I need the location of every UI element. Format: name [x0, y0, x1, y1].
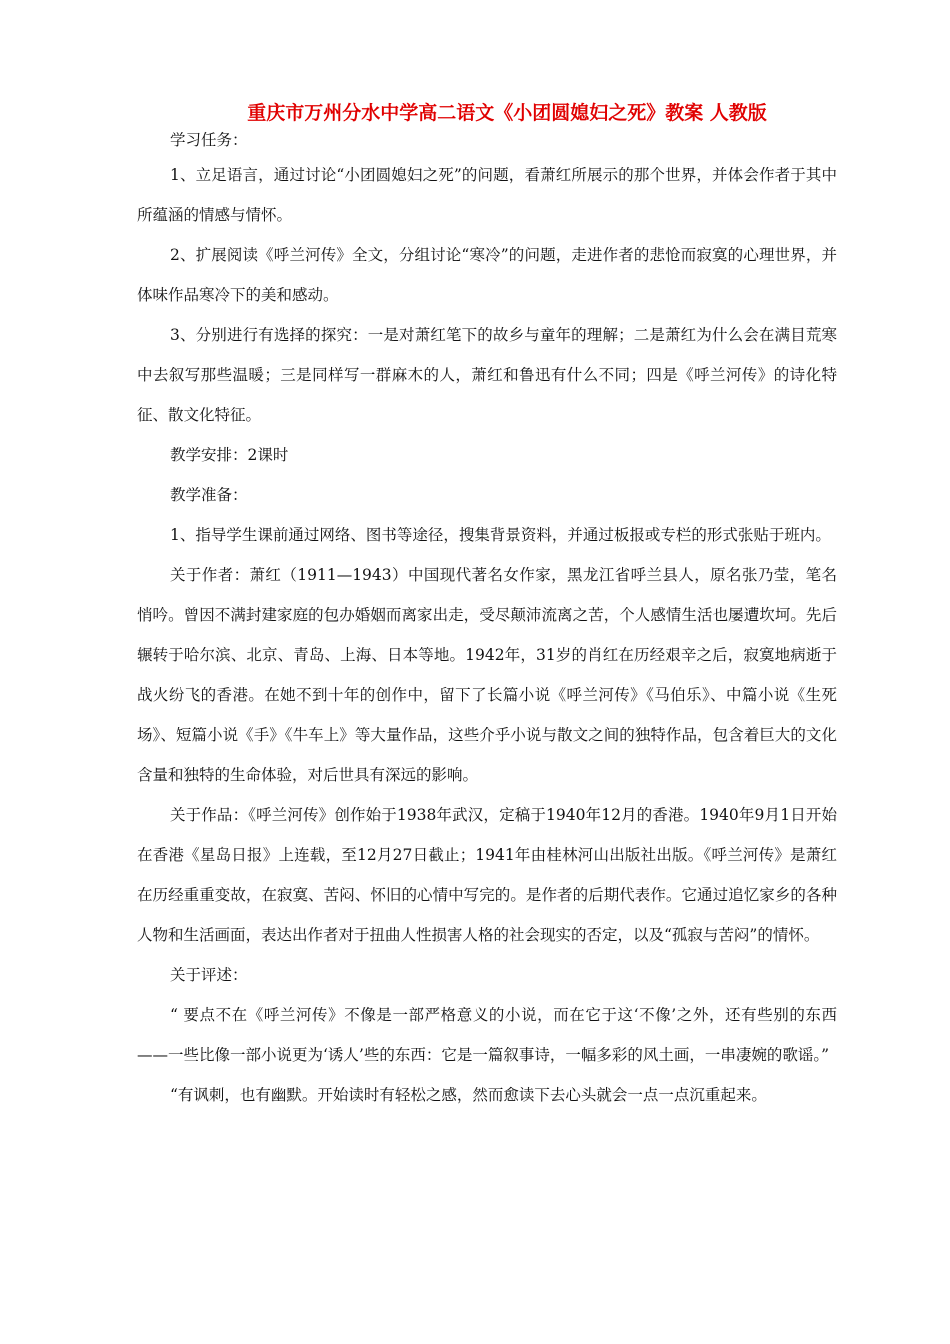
paragraph-about-reviews-heading: 关于评述：	[170, 966, 248, 984]
paragraph-about-author: 关于作者：萧红（1911—1943）中国现代著名女作家，黑龙江省呼兰县人，原名张乃莹，笔名悄吟。曾因不满封建家庭的包办婚姻而离家出走，受尽颠沛流离之苦，个人感情生活也屡遭坎坷。先后辗转于哈尔滨、北京、青岛、上海、日本等地。1942年，31岁的肖红在历经艰辛之后，寂寞地病逝于战火纷飞的香港。在她不到十年的创作中，留下了长篇小说《呼兰河传》《马伯乐》、中篇小说《生死场》、短篇小说《手》《牛车上》等大量作品，这些介乎小说与散文之间的独特作品，包含着巨大的文化含量和独特的生命体验，对后世具有深远的影响。	[137, 566, 837, 784]
paragraph-task-3: 3、分别进行有选择的探究：一是对萧红笔下的故乡与童年的理解；二是萧红为什么会在满目荒寒中去叙写那些温暖；三是同样写一群麻木的人，萧红和鲁迅有什么不同；四是《呼兰河传》的诗化特征、散文化特征。	[137, 326, 837, 424]
paragraph-teaching-schedule: 教学安排：2课时	[170, 446, 289, 464]
paragraph-review-quote-2: “有讽刺，也有幽默。开始读时有轻松之感，然而愈读下去心头就会一点一点沉重起来。	[170, 1086, 767, 1104]
paragraph-learning-tasks-heading: 学习任务：	[170, 131, 248, 149]
paragraph-task-2: 2、扩展阅读《呼兰河传》全文，分组讨论“寒冷”的问题，走进作者的悲怆而寂寞的心理世界，并体味作品寒冷下的美和感动。	[137, 246, 837, 304]
paragraph-task-1: 1、立足语言，通过讨论“小团圆媳妇之死”的问题，看萧红所展示的那个世界，并体会作者于其中所蕴涵的情感与情怀。	[137, 166, 837, 224]
document-body	[137, 125, 837, 1115]
paragraph-about-work: 关于作品：《呼兰河传》创作始于1938年武汉，定稿于1940年12月的香港。1940年9月1日开始在香港《星岛日报》上连载，至12月27日截止；1941年由桂林河山出版社出版。《呼兰河传》是萧红在历经重重变故，在寂寞、苦闷、怀旧的心情中写完的。是作者的后期代表作。它通过追忆家乡的各种人物和生活画面，表达出作者对于扭曲人性损害人格的社会现实的否定，以及“孤寂与苦闷”的情怀。	[137, 806, 837, 944]
paragraph-preparation-1: 1、指导学生课前通过网络、图书等途径，搜集背景资料，并通过板报或专栏的形式张贴于班内。	[170, 526, 831, 544]
paragraph-teaching-preparation-heading: 教学准备：	[170, 486, 248, 504]
document-title: 重庆市万州分水中学高二语文《小团圆媳妇之死》教案 人教版	[247, 102, 767, 124]
paragraph-review-quote-1: “ 要点不在《呼兰河传》不像是一部严格意义的小说，而在它于这‘不像’之外，还有些别的东西——一些比像一部小说更为‘诱人’些的东西：它是一篇叙事诗，一幅多彩的风土画，一串凄婉的歌谣。”	[137, 1006, 837, 1064]
